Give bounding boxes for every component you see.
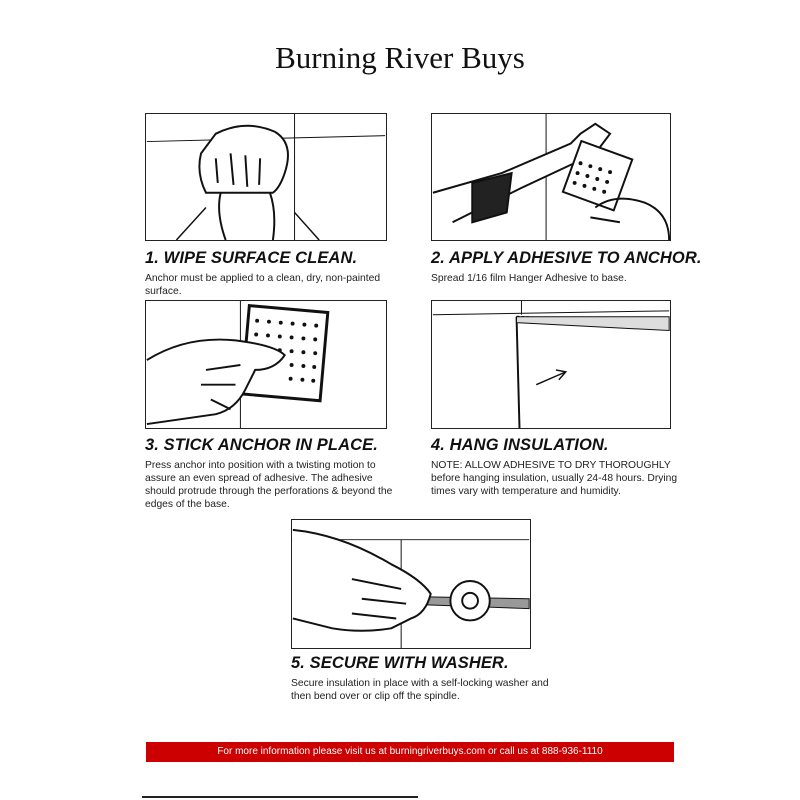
step-heading: 3. STICK ANCHOR IN PLACE. (145, 436, 378, 454)
step-text: Press anchor into position with a twisting motion to assure an even spread of adhesive. The adhesive should protrude through the perforations & beyond the edges of the base. (145, 460, 393, 510)
step-text: Spread 1/16 film Hanger Adhesive to base. (431, 273, 627, 284)
step-text: NOTE: ALLOW ADHESIVE TO DRY THOROUGHLY before hanging insulation, usually 24-48 hours. Drying times vary with temperature and humidity. (431, 460, 678, 497)
page-title: Burning River Buys (275, 40, 525, 75)
footer-contact-banner: For more information please visit us at burningriverbuys.com or call us at 888-936-1110 (146, 742, 674, 762)
step-2 (431, 249, 702, 285)
step-text: Secure insulation in place with a self-locking washer and then bend over or clip off the spindle. (291, 678, 549, 702)
step-5 (291, 654, 551, 703)
step-4 (431, 436, 681, 498)
step-heading: 4. HANG INSULATION. (431, 436, 609, 454)
step-heading: 2. APPLY ADHESIVE TO ANCHOR. (431, 249, 702, 267)
apply-adhesive-illustration (431, 113, 671, 241)
stick-anchor-illustration (145, 300, 387, 429)
step-text: Anchor must be applied to a clean, dry, non-painted surface. (145, 273, 381, 297)
step-3 (145, 436, 395, 511)
wipe-surface-illustration (145, 113, 387, 241)
divider (142, 796, 418, 798)
hang-insulation-illustration (431, 300, 671, 429)
step-heading: 5. SECURE WITH WASHER. (291, 654, 509, 672)
step-1 (145, 249, 395, 298)
step-heading: 1. WIPE SURFACE CLEAN. (145, 249, 358, 267)
secure-washer-illustration (291, 519, 531, 649)
